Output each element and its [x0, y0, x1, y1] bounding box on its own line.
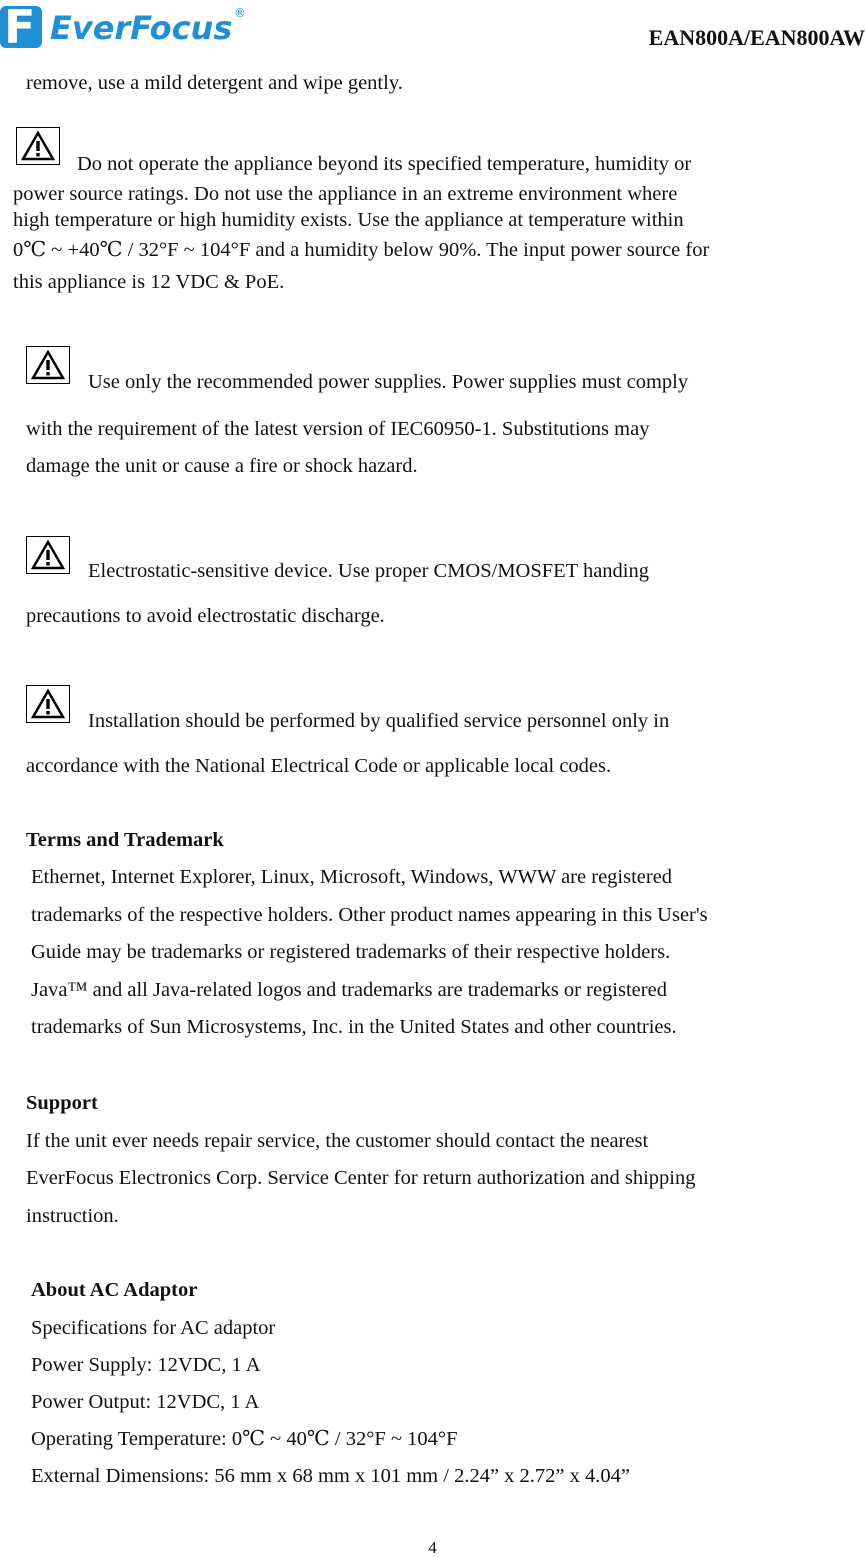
warning-2-line-2: with the requirement of the latest version of IEC60950-1. Substitutions may — [26, 418, 650, 440]
everfocus-logo — [0, 0, 250, 54]
warning-3-line-1: Electrostatic-sensitive device. Use proper CMOS/MOSFET handing — [88, 560, 649, 582]
ac-adaptor-line-5: External Dimensions: 56 mm x 68 mm x 101 mm / 2.24” x 2.72” x 4.04” — [31, 1465, 630, 1487]
page-number: 4 — [428, 1538, 437, 1557]
warning-2-line-3: damage the unit or cause a fire or shock hazard. — [26, 455, 418, 477]
warning-4-line-1: Installation should be performed by qualified service personnel only in — [88, 710, 670, 732]
ac-adaptor-line-1: Specifications for AC adaptor — [31, 1317, 276, 1339]
logo-mark-letter: F — [4, 0, 36, 54]
warning-2-line-1: Use only the recommended power supplies. Power supplies must comply — [88, 371, 689, 393]
support-line-1: If the unit ever needs repair service, the customer should contact the nearest — [26, 1130, 649, 1152]
warning-1-line-4: 0℃ ~ +40℃ / 32°F ~ 104°F and a humidity below 90%. The input power source for — [13, 239, 710, 261]
intro-line: remove, use a mild detergent and wipe gently. — [26, 72, 403, 94]
warning-icon-box-2 — [26, 346, 70, 384]
warning-1-line-5: this appliance is 12 VDC & PoE. — [13, 271, 285, 293]
logo-registered-mark: ® — [234, 6, 246, 20]
warning-1-line-1: Do not operate the appliance beyond its specified temperature, humidity or — [77, 153, 692, 175]
ac-adaptor-line-4: Operating Temperature: 0℃ ~ 40℃ / 32°F ~ 104°F — [31, 1428, 458, 1450]
warning-icon-box-1 — [16, 127, 60, 165]
model-header: EAN800A/EAN800AW — [648, 25, 865, 50]
warning-1-line-3: high temperature or high humidity exists. Use the appliance at temperature within — [13, 209, 684, 231]
terms-line-4: Java™ and all Java-related logos and trademarks are trademarks or registered — [31, 979, 667, 1001]
warning-triangle-icon — [31, 540, 65, 570]
support-heading: Support — [26, 1092, 98, 1114]
warning-icon-box-4 — [26, 685, 70, 723]
terms-line-1: Ethernet, Internet Explorer, Linux, Microsoft, Windows, WWW are registered — [31, 866, 673, 888]
warning-triangle-icon — [21, 131, 55, 161]
warning-3-line-2: precautions to avoid electrostatic discharge. — [26, 605, 385, 627]
logo-mark-icon — [0, 0, 42, 54]
support-line-3: instruction. — [26, 1205, 119, 1227]
ac-adaptor-line-3: Power Output: 12VDC, 1 A — [31, 1391, 260, 1413]
terms-line-2: trademarks of the respective holders. Other product names appearing in this User's — [31, 904, 708, 926]
terms-line-3: Guide may be trademarks or registered trademarks of their respective holders. — [31, 941, 671, 963]
warning-1-line-2: power source ratings. Do not use the appliance in an extreme environment where — [13, 183, 678, 205]
warning-4-line-2: accordance with the National Electrical Code or applicable local codes. — [26, 755, 612, 777]
terms-heading: Terms and Trademark — [26, 829, 224, 851]
logo-text: EverFocus — [50, 9, 233, 47]
warning-icon-box-3 — [26, 536, 70, 574]
warning-triangle-icon — [31, 689, 65, 719]
warning-triangle-icon — [31, 350, 65, 380]
ac-adaptor-line-2: Power Supply: 12VDC, 1 A — [31, 1354, 261, 1376]
ac-adaptor-heading: About AC Adaptor — [31, 1279, 198, 1301]
support-line-2: EverFocus Electronics Corp. Service Center for return authorization and shipping — [26, 1167, 696, 1189]
terms-line-5: trademarks of Sun Microsystems, Inc. in the United States and other countries. — [31, 1016, 677, 1038]
